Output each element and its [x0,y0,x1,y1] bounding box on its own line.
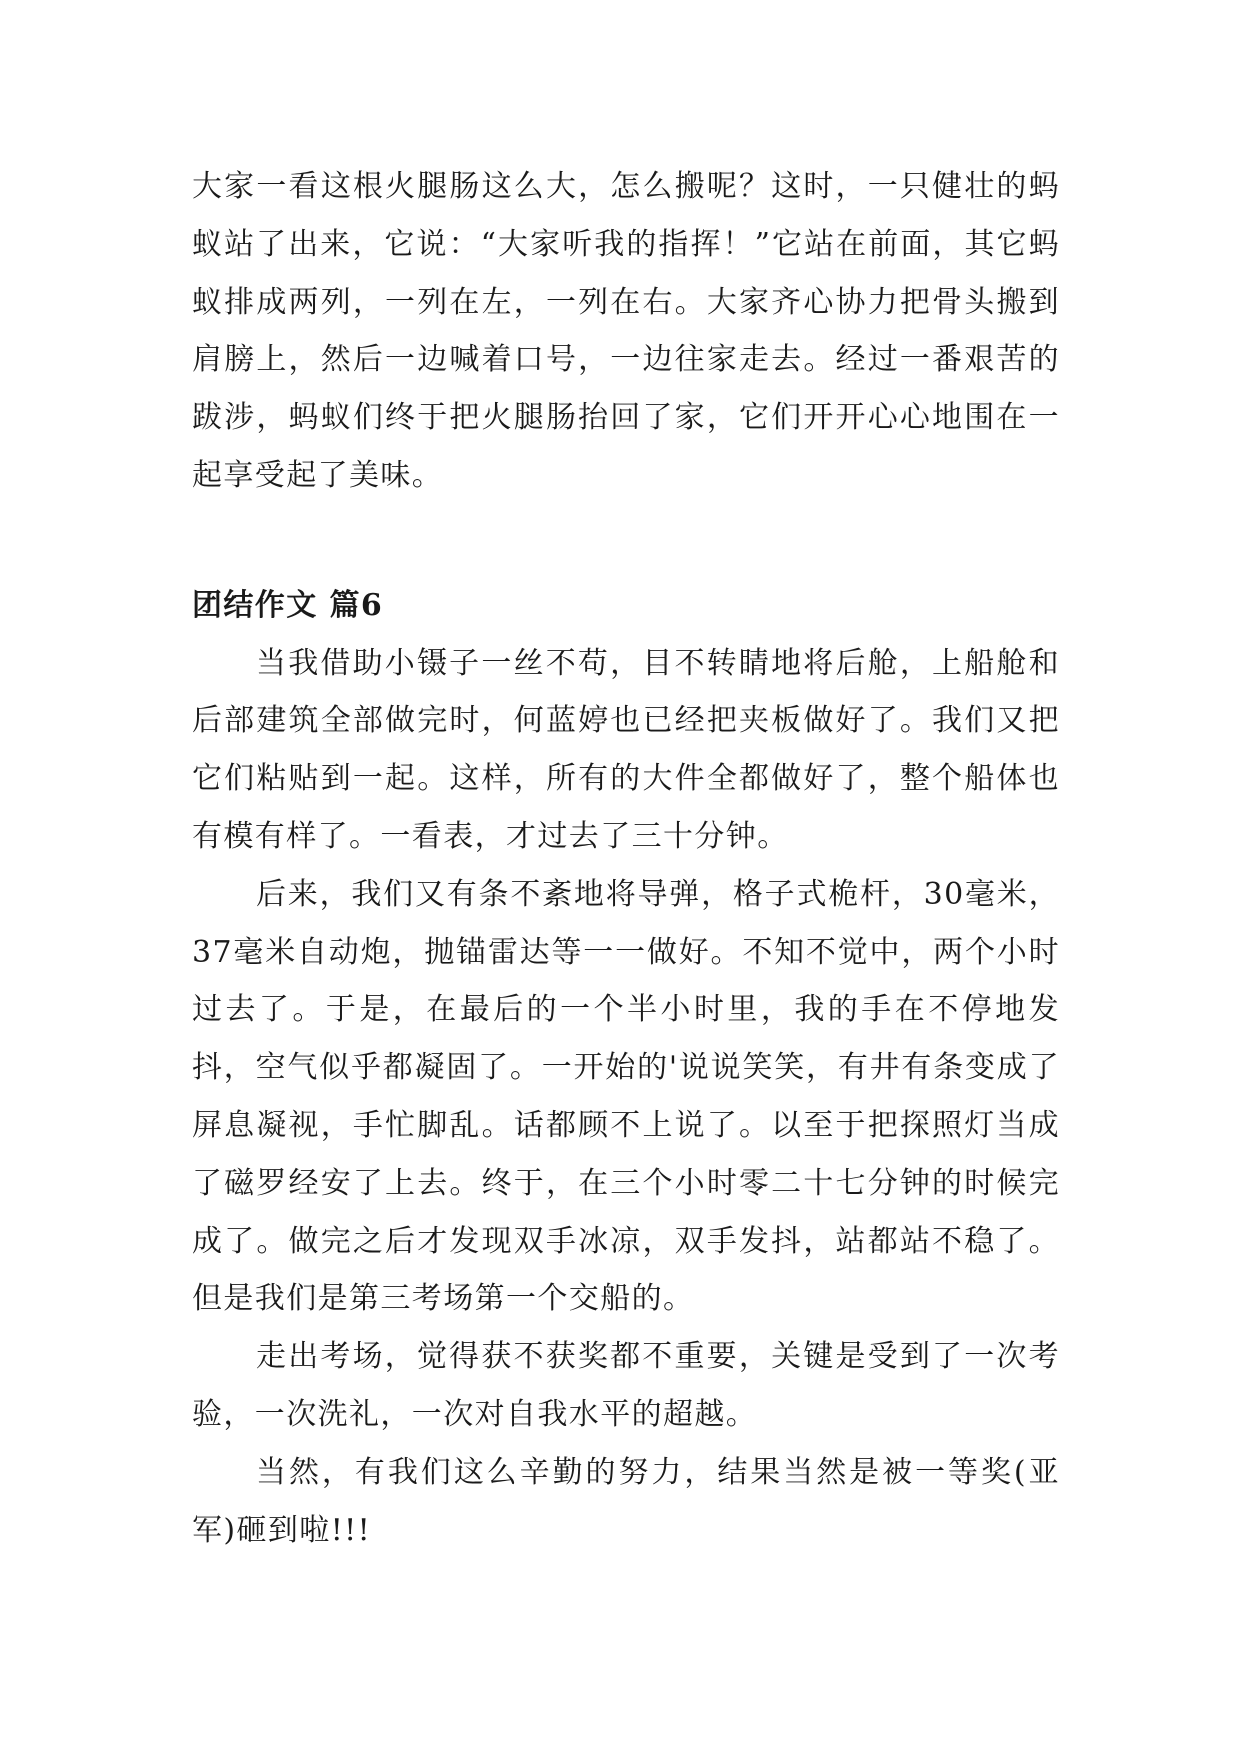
body-paragraph-2: 后来，我们又有条不紊地将导弹，格子式桅杆，30毫米，37毫米自动炮，抛锚雷达等一一做好。不知不觉中，两个小时过去了。于是，在最后的一个半小时里，我的手在不停地发抖，空气似乎都凝固了。一开始的'说说笑笑，有井有条变成了屏息凝视，手忙脚乱。话都顾不上说了。以至于把探照灯当成了磁罗经安了上去。终于，在三个小时零二十七分钟的时候完成了。做完之后才发现双手冰凉，双手发抖，站都站不稳了。但是我们是第三考场第一个交船的。 [192,876,1060,1317]
document-page [192,158,1060,1559]
section-heading: 团结作文 篇6 [192,587,384,623]
body-paragraph-1: 当我借助小镊子一丝不苟，目不转睛地将后舱，上船舱和后部建筑全部做完时，何蓝婷也已经把夹板做好了。我们又把它们粘贴到一起。这样，所有的大件全都做好了，整个船体也有模有样了。一看表，才过去了三十分钟。 [192,645,1060,854]
body-paragraph-4: 当然，有我们这么辛勤的努力，结果当然是被一等奖(亚军)砸到啦!!! [192,1454,1060,1548]
body-paragraph-3: 走出考场，觉得获不获奖都不重要，关键是受到了一次考验，一次洗礼，一次对自我水平的超越。 [192,1339,1060,1432]
continued-paragraph: 大家一看这根火腿肠这么大，怎么搬呢？这时，一只健壮的蚂蚁站了出来，它说：“大家听我的指挥！”它站在前面，其它蚂蚁排成两列，一列在左，一列在右。大家齐心协力把骨头搬到肩膀上，然后一边喊着口号，一边往家走去。经过一番艰苦的跋涉，蚂蚁们终于把火腿肠抬回了家，它们开开心心地围在一起享受起了美味。 [192,169,1060,493]
